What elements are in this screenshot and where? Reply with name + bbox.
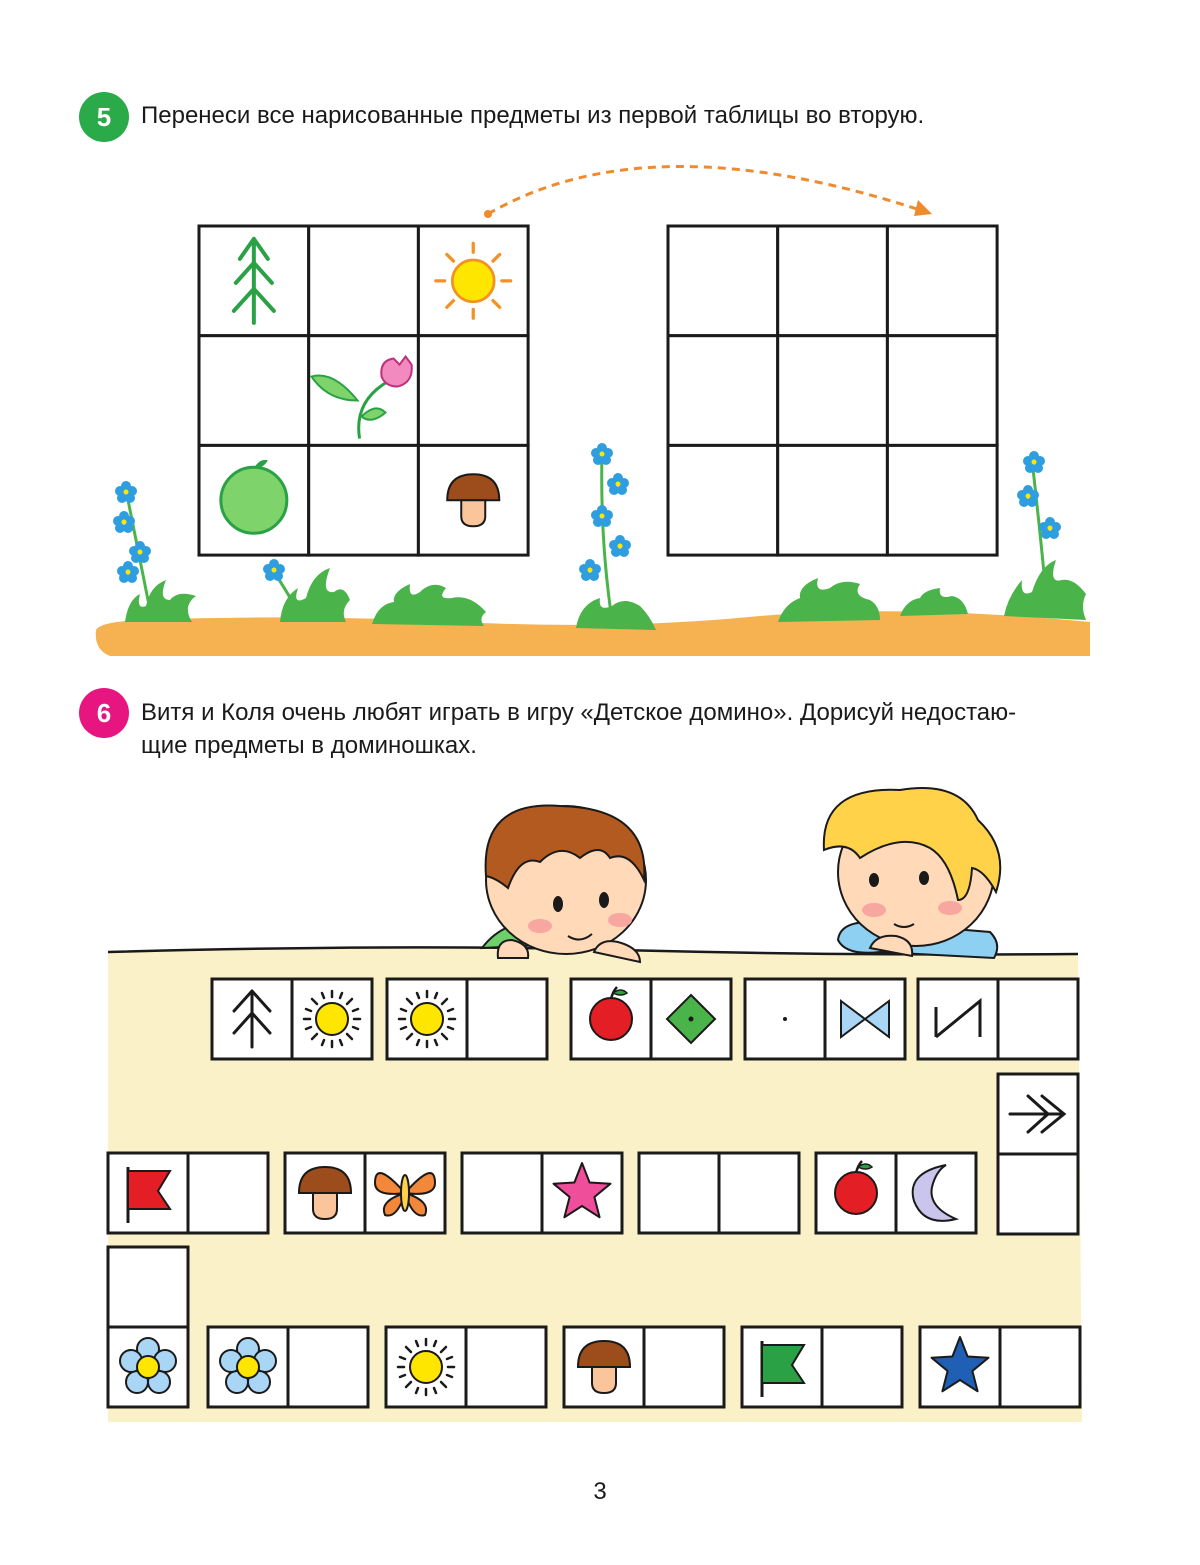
domino-half-empty[interactable] [822, 1327, 902, 1407]
page-number: 3 [593, 1478, 607, 1505]
grid-cell[interactable] [887, 445, 997, 555]
domino-half-empty[interactable] [998, 1154, 1078, 1234]
dot-icon [783, 1017, 787, 1021]
task-5-badge: 5 [79, 92, 129, 142]
domino [571, 979, 731, 1059]
grid-cell [199, 226, 309, 336]
domino-half [386, 1327, 466, 1407]
grid-cell[interactable] [887, 226, 997, 336]
grid-cell[interactable] [778, 226, 888, 336]
domino-half [651, 979, 731, 1059]
domino [208, 1327, 368, 1407]
grid-cell [309, 226, 419, 336]
domino [742, 1327, 902, 1407]
task-6-instruction-line2: щие предметы в доминошках. [141, 732, 477, 759]
grid-cell[interactable] [668, 445, 778, 555]
dominoes [108, 979, 1080, 1407]
grid-cell[interactable] [778, 336, 888, 446]
grid-cell [199, 336, 309, 446]
grid-cell [309, 445, 419, 555]
domino-half [108, 1327, 188, 1407]
grid-cell[interactable] [668, 336, 778, 446]
grid-cell[interactable] [668, 226, 778, 336]
source-grid [199, 226, 528, 555]
domino-half [571, 979, 651, 1059]
task-6-instruction-line1: Витя и Коля очень любят играть в игру «Детское домино». Дорисуй недостаю- [141, 699, 1017, 726]
domino-half-empty[interactable] [719, 1153, 799, 1233]
domino-half [896, 1153, 976, 1233]
domino-half [816, 1153, 896, 1233]
domino-half-empty[interactable] [644, 1327, 724, 1407]
task-6-badge: 6 [79, 688, 129, 738]
domino-half-empty[interactable] [1000, 1327, 1080, 1407]
domino-half [920, 1327, 1000, 1407]
domino-half [208, 1327, 288, 1407]
domino [816, 1153, 976, 1233]
domino [639, 1153, 799, 1233]
boy-vitya [482, 806, 646, 962]
grid-cell [418, 336, 528, 446]
domino-half-empty[interactable] [288, 1327, 368, 1407]
domino-half [365, 1153, 445, 1233]
domino-half [745, 979, 825, 1059]
dashed-arrow [488, 166, 926, 214]
domino-half-empty[interactable] [639, 1153, 719, 1233]
domino-half [292, 979, 372, 1059]
grid-cell [418, 445, 528, 555]
domino-half [285, 1153, 365, 1233]
domino [462, 1153, 622, 1233]
domino-half [212, 979, 292, 1059]
domino-half-empty[interactable] [467, 979, 547, 1059]
grid-cell [199, 445, 309, 555]
domino [918, 979, 1078, 1059]
domino-half-empty[interactable] [108, 1247, 188, 1327]
domino-half [542, 1153, 622, 1233]
domino-half [918, 979, 998, 1059]
domino [386, 1327, 546, 1407]
domino-half-empty[interactable] [998, 979, 1078, 1059]
grid-cell [309, 336, 419, 446]
domino [564, 1327, 724, 1407]
domino [387, 979, 547, 1059]
grid-cell[interactable] [778, 445, 888, 555]
domino-half-empty[interactable] [466, 1327, 546, 1407]
grid-cell [418, 226, 528, 336]
grid-cell[interactable] [887, 336, 997, 446]
boy-kolya [824, 788, 1000, 958]
domino [745, 979, 905, 1059]
domino [212, 979, 372, 1059]
domino [108, 1153, 268, 1233]
domino [998, 1074, 1078, 1234]
arrow-head-icon [914, 200, 932, 216]
domino-half [387, 979, 467, 1059]
arrow-start-dot [484, 210, 492, 218]
domino [285, 1153, 445, 1233]
domino-half [825, 979, 905, 1059]
domino [108, 1247, 188, 1407]
task-5-instruction: Перенеси все нарисованные предметы из первой таблицы во вторую. [141, 102, 925, 129]
domino-half-empty[interactable] [188, 1153, 268, 1233]
domino [920, 1327, 1080, 1407]
domino-half [564, 1327, 644, 1407]
domino-half [108, 1153, 188, 1233]
target-grid[interactable] [668, 226, 997, 555]
domino-half-empty[interactable] [462, 1153, 542, 1233]
domino-half [998, 1074, 1078, 1154]
domino-half [742, 1327, 822, 1407]
